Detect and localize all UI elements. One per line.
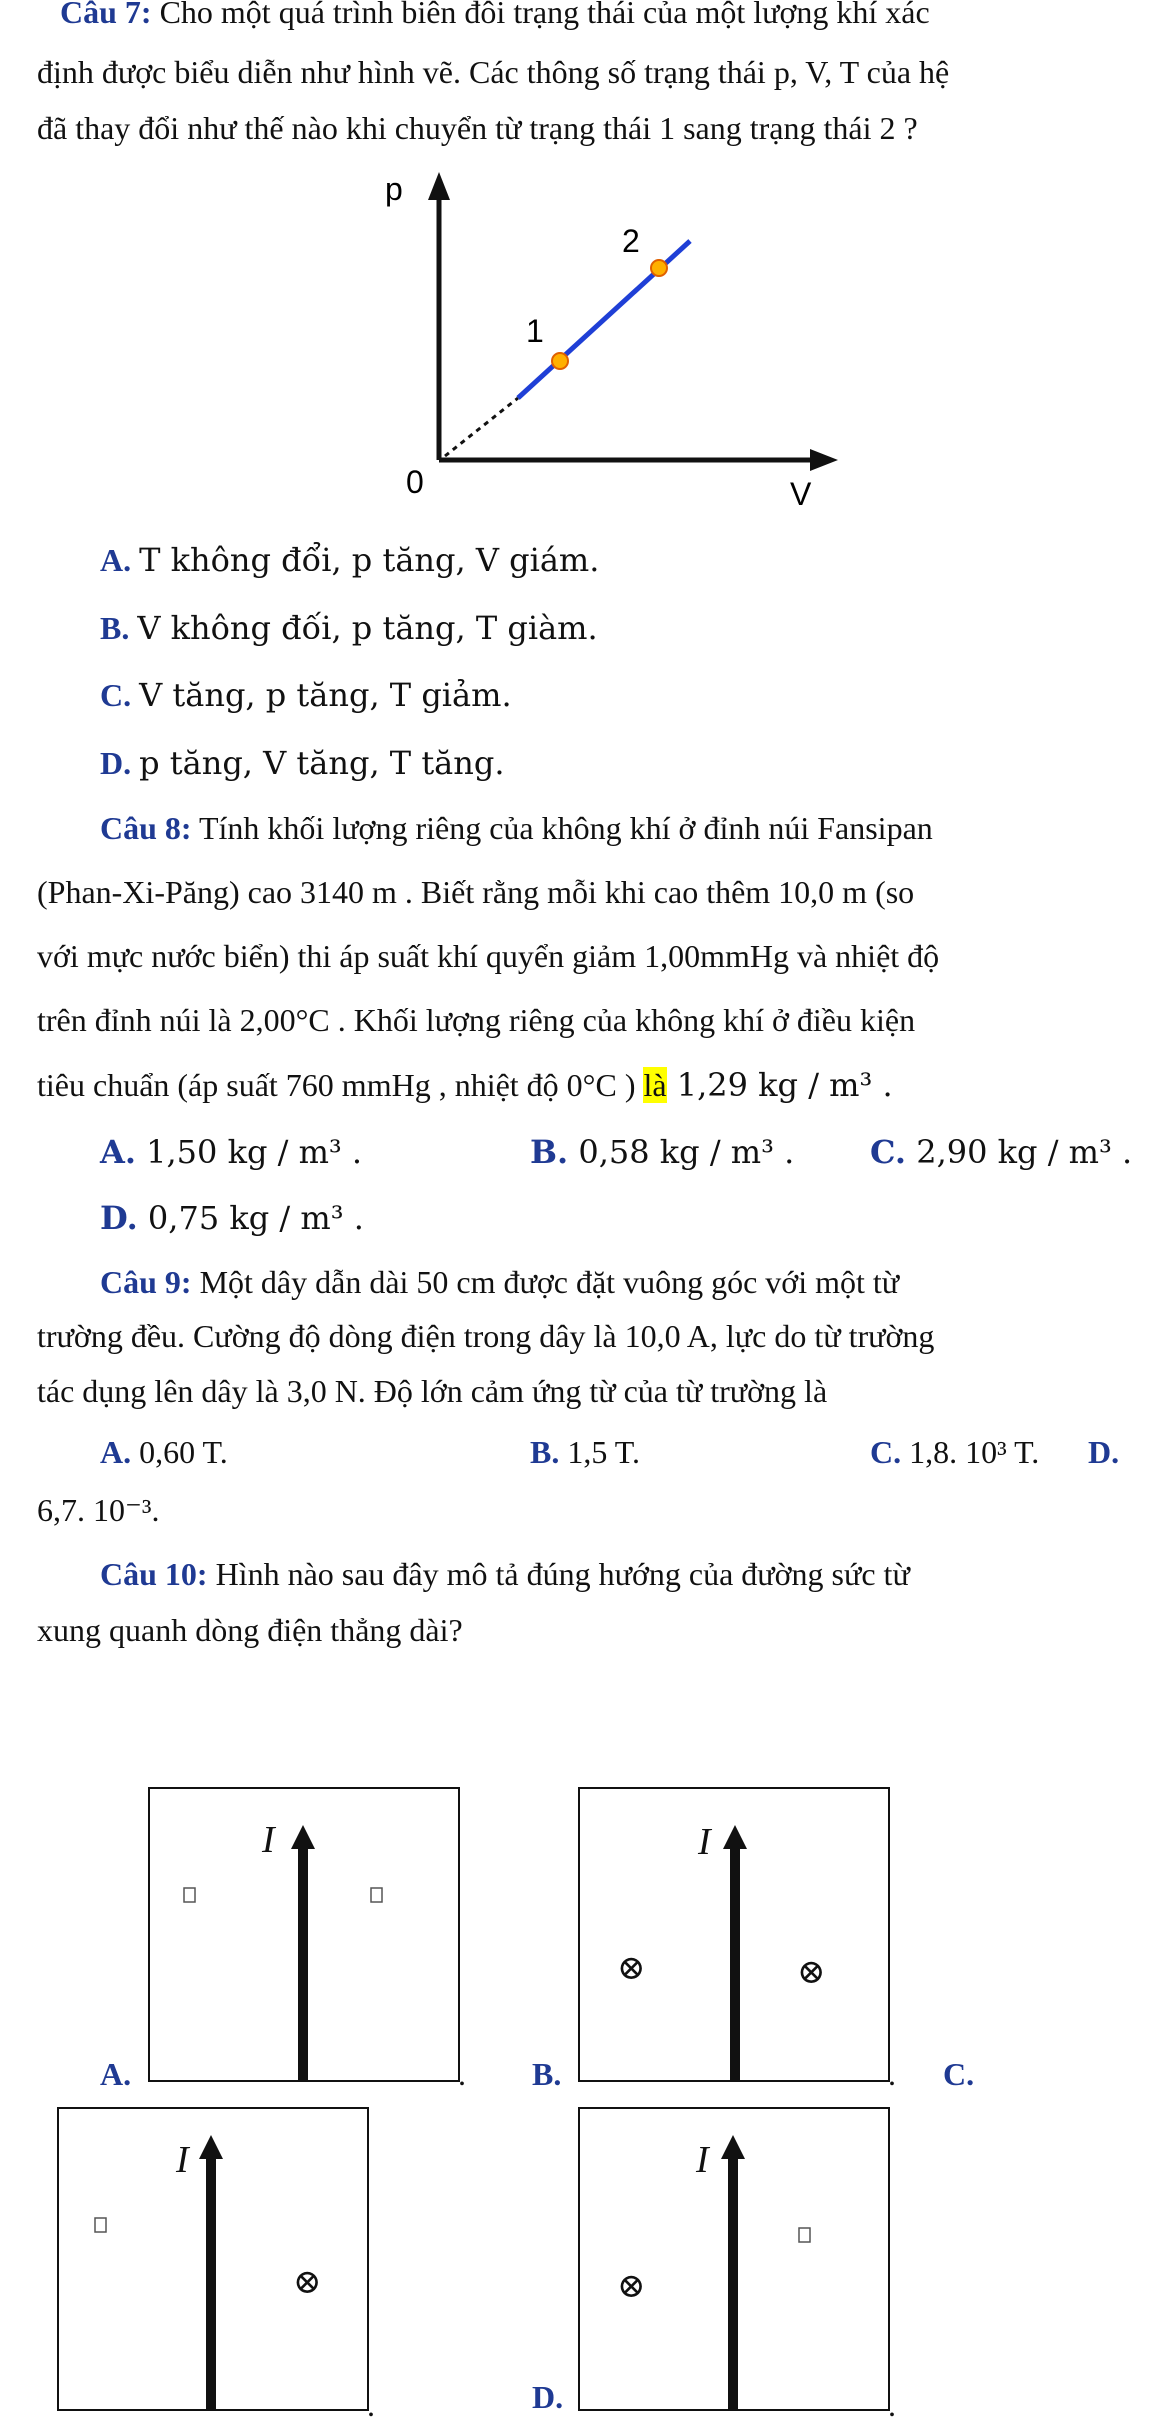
highlight: là (643, 1067, 667, 1103)
q9-option-d-letter[interactable]: D. (1088, 1434, 1120, 1470)
dot-symbol (95, 2218, 106, 2232)
q9-line1: Câu 9: Một dây dẫn dài 50 cm được đặt vuông góc với một từ (100, 1264, 900, 1300)
pv-graph (0, 0, 1164, 540)
q7-label: Câu 7: (60, 0, 152, 30)
axis-label-p: p (385, 171, 403, 207)
q8-line4: trên đỉnh núi là 2,00°C . Khối lượng riêng của không khí ở điều kiện (37, 1002, 916, 1038)
q7-line1: Câu 7: Cho một quá trình biên đôi trạng thái của một lượng khí xác (60, 0, 930, 32)
q9-option-b[interactable]: B. 1,5 T. (530, 1434, 640, 1470)
figure-a-letter[interactable]: A. (100, 2056, 132, 2092)
q9-option-c[interactable]: C. 1,8. 10³ T. (870, 1434, 1040, 1470)
state1-label: 1 (526, 313, 544, 349)
q9-option-a[interactable]: A. 0,60 T. (100, 1434, 228, 1470)
figure-c-letter[interactable]: C. (943, 2056, 975, 2092)
figure-b-drawing (578, 1787, 890, 2082)
q8-line1: Câu 8: Tính khối lượng riêng của không khí ở đỉnh núi Fansipan (100, 810, 933, 846)
q7-line2: định được biểu diễn như hình vẽ. Các thông số trạng thái p, V, T của hệ (37, 54, 950, 90)
q7-option-d[interactable]: D. p tăng, V tăng, T tăng. (100, 744, 505, 782)
figure-d-letter[interactable]: D. (532, 2379, 564, 2415)
current-label: I (696, 2139, 709, 2181)
axis-label-v: V (790, 476, 812, 512)
q7-option-a[interactable]: A. T không đổi, p tăng, V giám. (100, 541, 600, 579)
cross-symbol: ⊗ (617, 1948, 646, 1988)
q8-line2: (Phan-Xi-Păng) cao 3140 m . Biết rằng mỗi khi cao thêm 10,0 m (so (37, 874, 915, 910)
state2-point (651, 260, 667, 276)
q10-label: Câu 10: (100, 1556, 208, 1592)
period: . (888, 2387, 896, 2423)
dot-symbol (184, 1888, 195, 1902)
current-label: I (262, 1819, 275, 1861)
origin-label: 0 (406, 464, 424, 500)
figure-c-drawing (57, 2107, 369, 2411)
state2-label: 2 (622, 223, 640, 259)
q8-option-b[interactable]: B. 0,58 kg / m³ . (530, 1133, 795, 1171)
q8-option-a[interactable]: A. 1,50 kg / m³ . (100, 1133, 363, 1171)
q8-line5: tiêu chuẩn (áp suất 760 mmHg , nhiệt độ 0°C ) là 1,29 kg / m³ . (37, 1066, 893, 1104)
cross-symbol: ⊗ (293, 2262, 322, 2302)
cross-symbol: ⊗ (797, 1952, 826, 1992)
current-label: I (698, 1821, 711, 1863)
q8-label: Câu 8: (100, 810, 192, 846)
q9-label: Câu 9: (100, 1264, 192, 1300)
q9-line2: trường đều. Cường độ dòng điện trong dây là 10,0 A, lực do từ trường (37, 1318, 935, 1354)
figure-b-letter[interactable]: B. (532, 2056, 562, 2092)
q9-line3: tác dụng lên dây là 3,0 N. Độ lớn cảm ứng từ của từ trường là (37, 1373, 828, 1409)
period: . (458, 2056, 466, 2092)
dot-symbol (371, 1888, 382, 1902)
period: . (367, 2387, 375, 2423)
q7-line3: đã thay đổi như thế nào khi chuyển từ trạng thái 1 sang trạng thái 2 ? (37, 110, 918, 146)
q8-option-d[interactable]: D. 0,75 kg / m³ . (100, 1199, 364, 1237)
current-label: I (176, 2139, 189, 2181)
figure-d-drawing (578, 2107, 890, 2411)
figure-a-drawing (148, 1787, 460, 2082)
q9-option-d-text[interactable]: 6,7. 10⁻³. (37, 1492, 160, 1528)
q10-line2: xung quanh dòng điện thẳng dài? (37, 1612, 463, 1648)
q7-option-b[interactable]: B. V không đối, p tăng, T giàm. (100, 609, 598, 647)
q8-option-c[interactable]: C. 2,90 kg / m³ . (870, 1133, 1133, 1171)
cross-symbol: ⊗ (617, 2266, 646, 2306)
state1-point (552, 353, 568, 369)
dot-symbol (799, 2228, 810, 2242)
q7-option-c[interactable]: C. V tăng, p tăng, T giảm. (100, 676, 512, 714)
q10-line1: Câu 10: Hình nào sau đây mô tả đúng hướng của đường sức từ (100, 1556, 910, 1592)
q8-line3: với mực nước biển) thi áp suất khí quyển giảm 1,00mmHg và nhiệt độ (37, 938, 940, 974)
period: . (888, 2056, 896, 2092)
